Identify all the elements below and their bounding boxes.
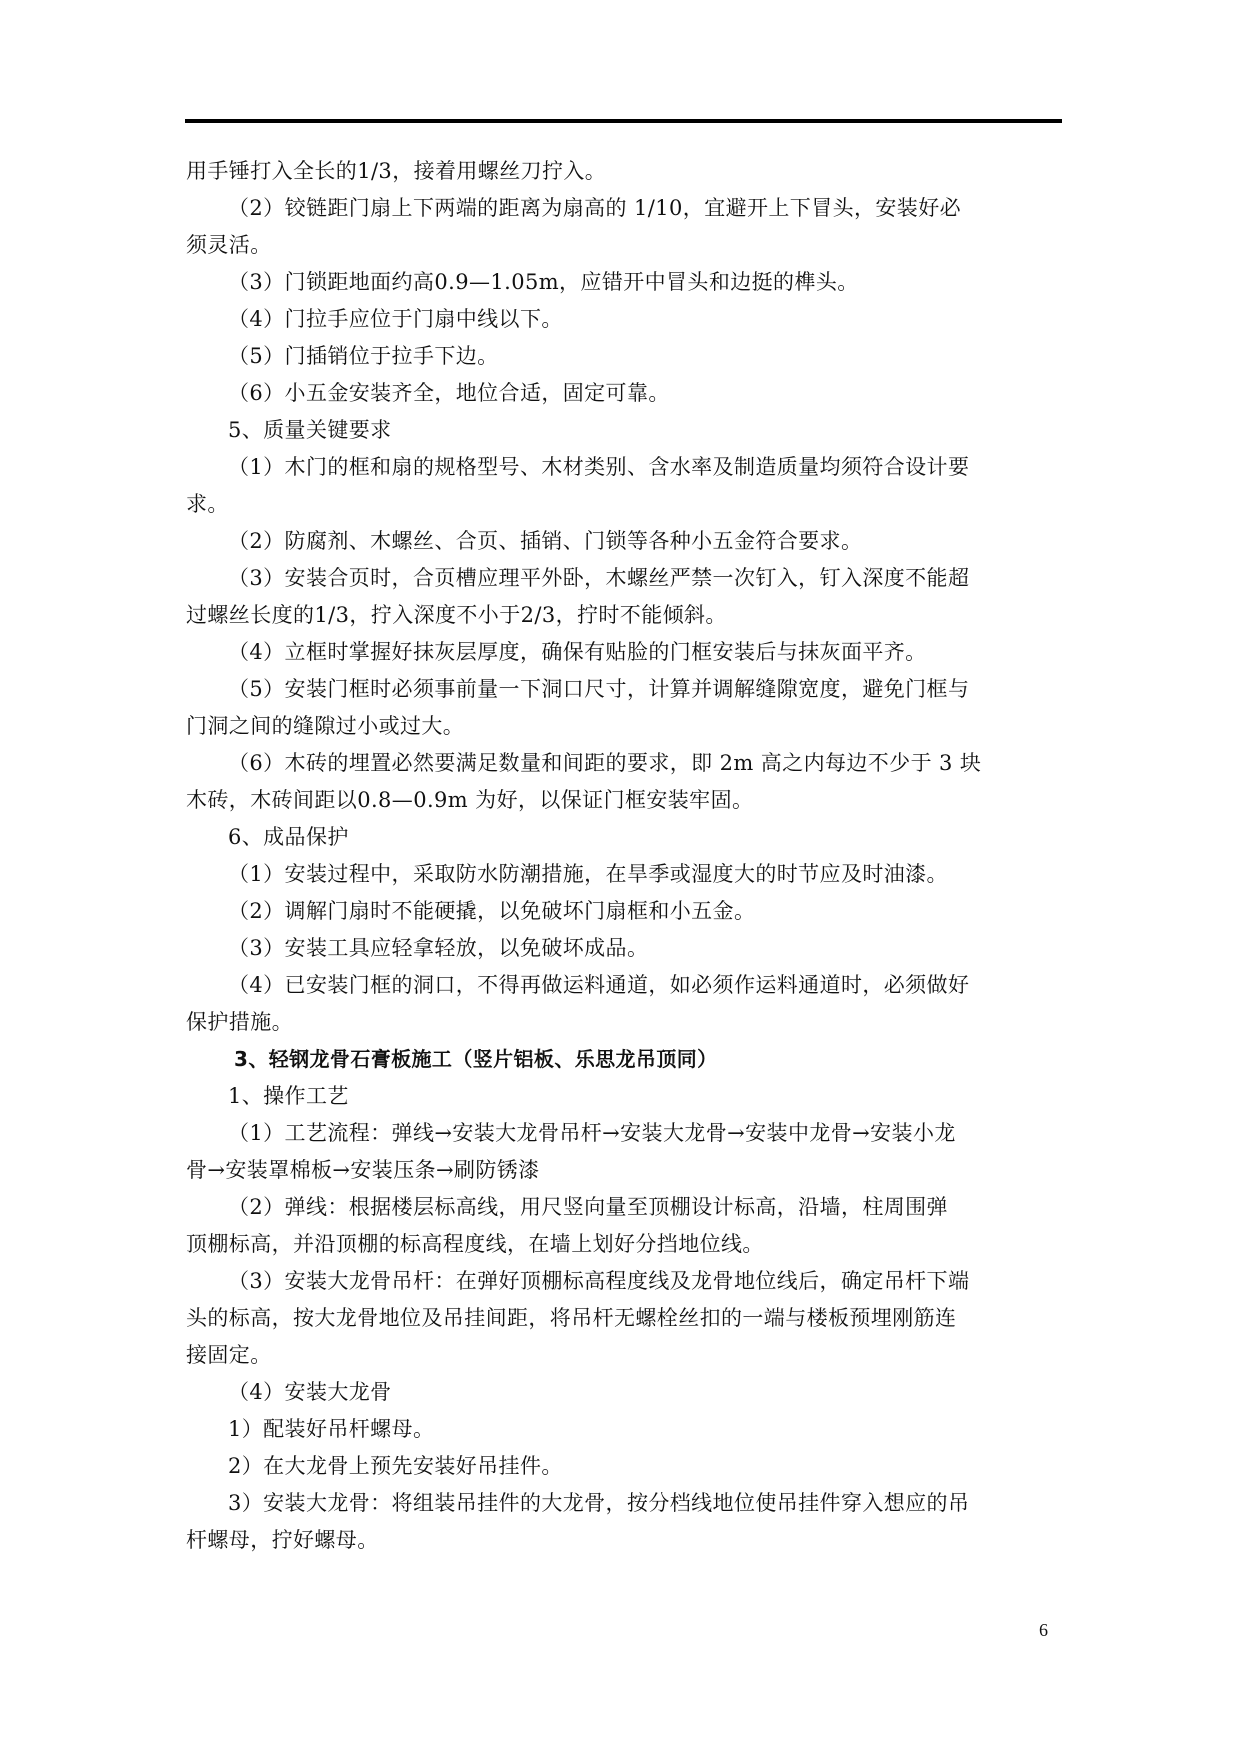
bold-section-title: 3、轻钢龙骨石膏板施工（竖片铝板、乐思龙吊顶同） (234, 1047, 718, 1071)
text-line: 1）配装好吊杆螺母。 (228, 1417, 435, 1441)
text-line: 骨→安装罩棉板→安装压条→刷防锈漆 (186, 1158, 540, 1182)
text-line: 须灵活。 (186, 233, 272, 257)
text-line: （2）弹线：根据楼层标高线，用尺竖向量至顶棚设计标高，沿墙，柱周围弹 (228, 1195, 948, 1219)
text-line: 过螺丝长度的1/3，拧入深度不小于2/3，拧时不能倾斜。 (186, 603, 727, 627)
text-line: （5）安装门框时必须事前量一下洞口尺寸，计算并调解缝隙宽度，避免门框与 (228, 677, 970, 701)
text-line: （3）安装大龙骨吊杆：在弹好顶棚标高程度线及龙骨地位线后，确定吊杆下端 (228, 1269, 970, 1293)
text-line: （4）立框时掌握好抹灰层厚度，确保有贴脸的门框安装后与抹灰面平齐。 (228, 640, 927, 664)
text-line: （2）防腐剂、木螺丝、合页、插销、门锁等各种小五金符合要求。 (228, 529, 863, 553)
text-line: 用手锤打入全长的1/3，接着用螺丝刀拧入。 (186, 159, 607, 183)
text-line: （1）工艺流程：弹线→安装大龙骨吊杆→安装大龙骨→安装中龙骨→安装小龙 (228, 1121, 956, 1145)
text-line: （2）调解门扇时不能硬撬，以免破坏门扇框和小五金。 (228, 899, 756, 923)
text-line: 木砖，木砖间距以0.8—0.9m 为好，以保证门框安装牢固。 (186, 788, 754, 812)
section-heading: 6、成品保护 (228, 825, 349, 849)
text-line: 顶棚标高，并沿顶棚的标高程度线，在墙上划好分挡地位线。 (186, 1232, 764, 1256)
header-rule (185, 119, 1062, 123)
text-line: （3）门锁距地面约高0.9—1.05m，应错开中冒头和边挺的榫头。 (228, 270, 859, 294)
text-line: 接固定。 (186, 1343, 272, 1367)
text-line: 2）在大龙骨上预先安装好吊挂件。 (228, 1454, 563, 1478)
text-line: （4）已安装门框的洞口，不得再做运料通道，如必须作运料通道时，必须做好 (228, 973, 970, 997)
section-heading: （4）安装大龙骨 (228, 1380, 392, 1404)
text-line: 门洞之间的缝隙过小或过大。 (186, 714, 465, 738)
text-line: 头的标高，按大龙骨地位及吊挂间距，将吊杆无螺栓丝扣的一端与楼板预埋刚筋连 (186, 1306, 957, 1330)
text-line: （4）门拉手应位于门扇中线以下。 (228, 307, 563, 331)
document-body (186, 153, 1081, 1559)
text-line: （3）安装工具应轻拿轻放，以免破坏成品。 (228, 936, 649, 960)
text-line: （3）安装合页时，合页槽应理平外卧，木螺丝严禁一次钉入，钉入深度不能超 (228, 566, 970, 590)
page-number: 6 (1039, 1620, 1048, 1640)
text-line: 杆螺母，拧好螺母。 (186, 1528, 379, 1552)
text-line: （2）铰链距门扇上下两端的距离为扇高的 1/10，宜避开上下冒头，安装好必 (228, 196, 961, 220)
section-heading: 1、操作工艺 (228, 1084, 349, 1108)
section-heading: 5、质量关键要求 (228, 418, 392, 442)
text-line: 3）安装大龙骨：将组装吊挂件的大龙骨，按分档线地位使吊挂件穿入想应的吊 (228, 1491, 970, 1515)
text-line: 求。 (186, 492, 229, 516)
text-line: （6）木砖的埋置必然要满足数量和间距的要求，即 2m 高之内每边不少于 3 块 (228, 751, 982, 775)
text-line: （6）小五金安装齐全，地位合适，固定可靠。 (228, 381, 670, 405)
text-line: （1）安装过程中，采取防水防潮措施，在旱季或湿度大的时节应及时油漆。 (228, 862, 948, 886)
text-line: （5）门插销位于拉手下边。 (228, 344, 499, 368)
text-line: 保护措施。 (186, 1010, 293, 1034)
text-line: （1）木门的框和扇的规格型号、木材类别、含水率及制造质量均须符合设计要 (228, 455, 970, 479)
